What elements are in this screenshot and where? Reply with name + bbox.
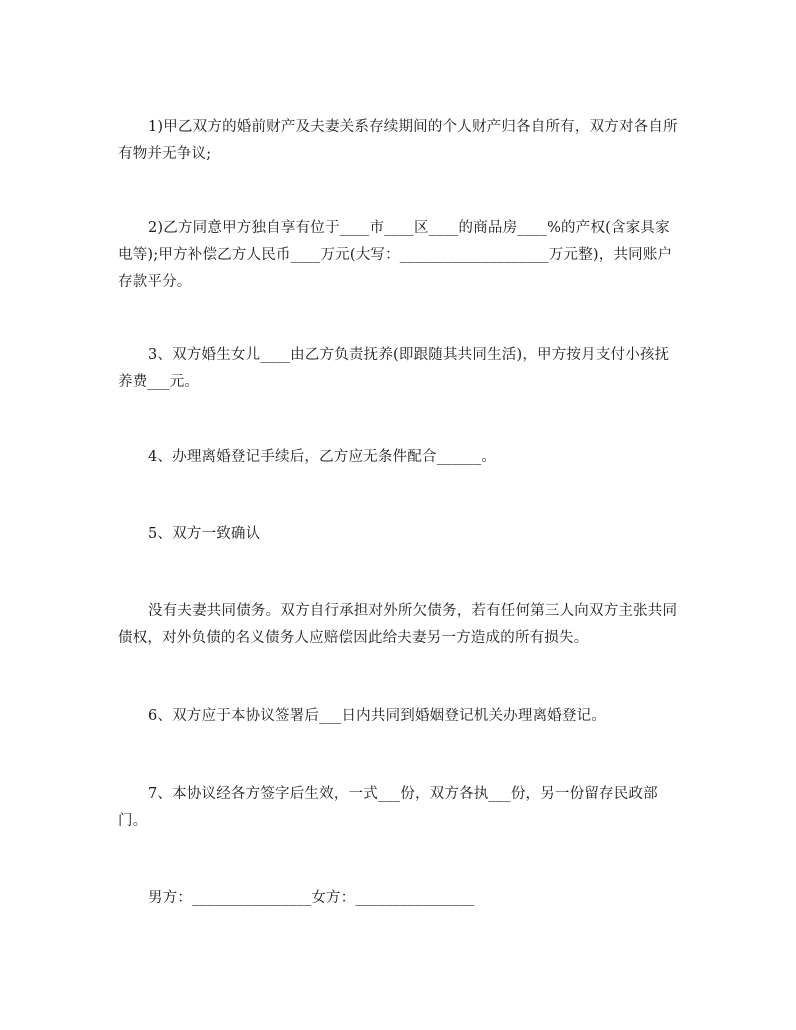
clause-2-property-division: 2)乙方同意甲方独自享有位于____市____区____的商品房____%的产权(含家具家电等);甲方补偿乙方人民币____万元(大写：____________________万元整)，共同账户存款平分。 bbox=[118, 220, 673, 290]
clause-7-effectiveness: 7、本协议经各方签字后生效，一式___份，双方各执___份，另一份留存民政部门。 bbox=[118, 786, 658, 829]
clause-3-child-custody: 3、双方婚生女儿____由乙方负责抚养(即跟随其共同生活)，甲方按月支付小孩抚养费___元。 bbox=[118, 347, 670, 390]
clause-6-registration: 6、双方应于本协议签署后___日内共同到婚姻登记机关办理离婚登记。 bbox=[148, 708, 607, 724]
clause-5-debts-detail: 没有夫妻共同债务。双方自行承担对外所欠债务，若有任何第三人向双方主张共同债权，对外负债的名义债务人应赔偿因此给夫妻另一方造成的所有损失。 bbox=[118, 603, 678, 646]
signature-line: 男方：________________女方：________________ bbox=[148, 890, 475, 906]
clause-5-mutual-confirmation: 5、双方一致确认 bbox=[148, 526, 261, 542]
clause-1-premarital-property: 1)甲乙双方的婚前财产及夫妻关系存续期间的个人财产归各自所有，双方对各自所有物并无争议; bbox=[118, 119, 678, 162]
clause-4-cooperation: 4、办理离婚登记手续后，乙方应无条件配合______。 bbox=[148, 449, 497, 465]
